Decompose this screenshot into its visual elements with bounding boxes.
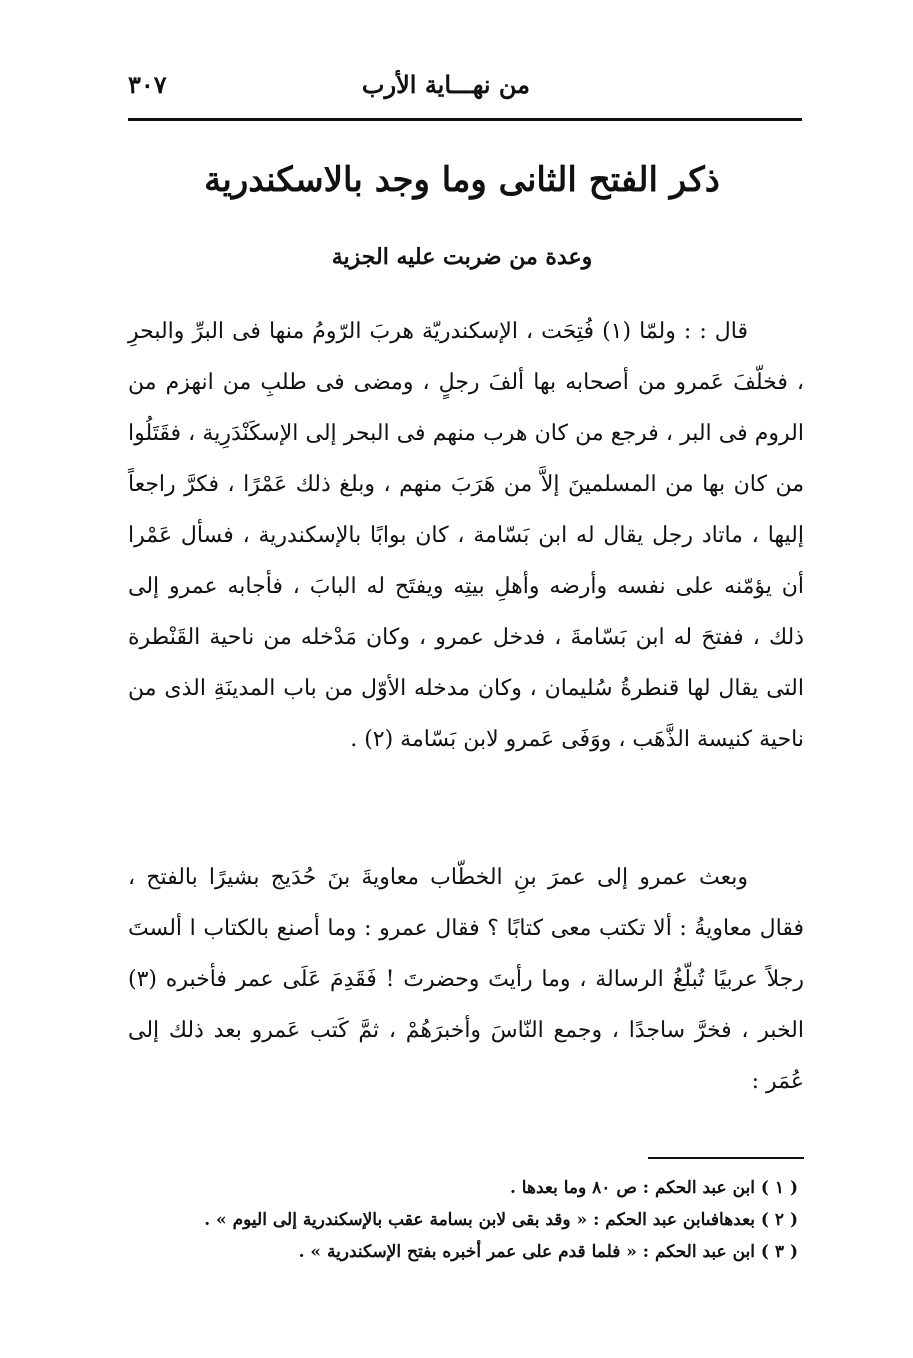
running-title: من نهـــاية الأرب: [361, 70, 530, 99]
page-number: ٣٠٧: [128, 70, 167, 99]
body-paragraph: قال : : ولمّا (١) فُتِحَت ، الإسكندريّة هربَ الرّومُ منها فى البرِّ والبحرِ ، فخلّفَ عَمرو من أصحابه بها ألفَ رجلٍ ، ومضى فى طلبِ من انهزم من الروم فى البر ، فرجع من كان هرب منهم فى البحر إلى الإسكَنْدَرِية ، فقَتَلُوا من كان بها من المسلمينَ إلاَّ من هَرَبَ منهم ، وبلغ ذلك عَمْرًا ، فكرَّ راجعاً إليها ، ماتاد رجل يقال له ابن بَسّامة ، كان بوابًا بالإسكندرية ، فسأل عَمْرا أن يؤمّنه على نفسه وأرضه وأهلِ بيتِه ويفتَح له البابَ ، فأجابه عمرو إلى ذلك ، ففتحَ له ابن بَسّامةَ ، فدخل عمرو ، وكان مَدْخله من ناحية القَنْطرة التى يقال لها قنطرةُ سُليمان ، وكان مدخله الأوّل من باب المدينَةِ الذى من ناحية كنيسة الذَّهَب ، ووَفَى عَمرو لابن بَسّامة (٢) .: [128, 319, 804, 752]
footnote: ( ٢ ) بعدهافىابن عبد الحكم : « وقد بقى لابن بسامة عقب بالإسكندرية إلى اليوم » .: [204, 1210, 798, 1230]
chapter-title: ذكر الفتح الثانى وما وجد بالاسكندرية: [204, 160, 720, 200]
footnote-rule: [648, 1157, 804, 1159]
chapter-subtitle: وعدة من ضربت عليه الجزية: [331, 244, 593, 270]
header-rule: [128, 118, 802, 121]
footnote: ( ٣ ) ابن عبد الحكم : « فلما قدم على عمر أخبره بفتح الإسكندرية » .: [298, 1242, 798, 1262]
footnotes: [128, 1172, 804, 1268]
footnote: ( ١ ) ابن عبد الحكم : ص ٨٠ وما بعدها .: [509, 1178, 798, 1198]
running-header: [120, 66, 800, 106]
body-paragraph: وبعث عمرو إلى عمرَ بنِ الخطّاب معاويةَ بنَ حُدَيج بشيرًا بالفتح ، فقال معاويةُ : ألا تكتب معى كتابًا ؟ فقال عمرو : وما أصنع بالكتاب ا ألستَ رجلاً عربيًا تُبلّغُ الرسالة ، وما رأيتَ وحضرتَ ! فَقَدِمَ عَلَى عمر فأخبره (٣) الخبر ، فخرَّ ساجدًا ، وجمع النّاسَ وأخبرَهُمْ ، ثمَّ كَتب عَمرو بعد ذلك إلى عُمَر :: [128, 865, 804, 1094]
